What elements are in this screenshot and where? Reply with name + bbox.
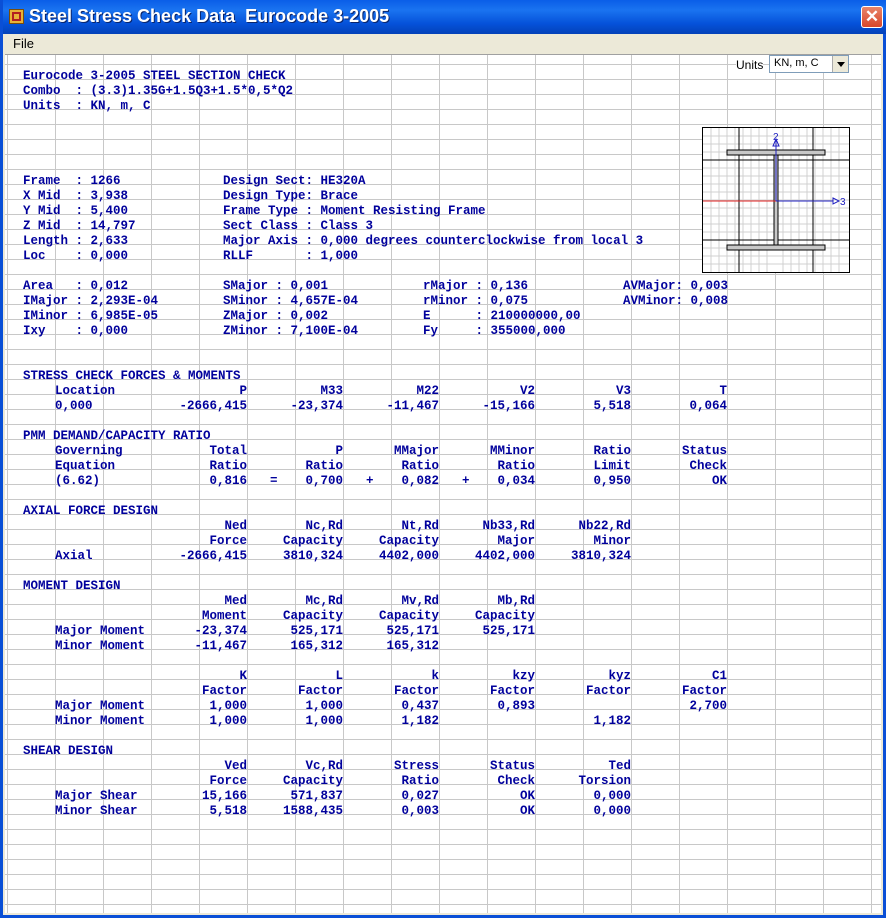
col-header: Ned [224, 519, 247, 533]
col-header: P [239, 384, 247, 398]
row-label: Major Moment [55, 699, 146, 713]
section-title: PMM DEMAND/CAPACITY RATIO [23, 429, 211, 443]
col-header: Check [689, 459, 727, 473]
prop-line: E : 210000000,00 [423, 309, 581, 323]
col-header: Capacity [282, 534, 343, 548]
col-header: Med [224, 594, 247, 608]
col-header: Factor [681, 684, 727, 698]
prop-line: AVMinor: 0,008 [623, 294, 729, 308]
prop-line: Ixy : 0,000 [23, 324, 129, 338]
cell: + [366, 474, 374, 488]
col-header: Force [209, 534, 247, 548]
cell: 0,000 [593, 789, 631, 803]
col-header: Ratio [593, 444, 631, 458]
frame-line: Y Mid : 5,400 [23, 204, 129, 218]
col-header: kzy [512, 669, 535, 683]
cell: -15,166 [482, 399, 535, 413]
col-header: Ratio [209, 459, 247, 473]
col-header: Ratio [497, 459, 535, 473]
col-header: Capacity [282, 609, 343, 623]
design-line: Design Sect: HE320A [223, 174, 366, 188]
frame-line: Length : 2,633 [23, 234, 129, 248]
cell: OK [519, 804, 535, 818]
cell: 0,082 [401, 474, 439, 488]
report-title: Eurocode 3-2005 STEEL SECTION CHECK [23, 69, 286, 83]
col-header: Mb,Rd [497, 594, 535, 608]
section-title: STRESS CHECK FORCES & MOMENTS [23, 369, 241, 383]
cell: (6.62) [55, 474, 101, 488]
cell: 525,171 [482, 624, 535, 638]
close-button[interactable]: ✕ [861, 6, 883, 28]
cell: 525,171 [290, 624, 343, 638]
prop-line: rMajor : 0,136 [423, 279, 529, 293]
section-diagram [702, 127, 850, 273]
cell: -23,374 [290, 399, 343, 413]
col-header: Mc,Rd [305, 594, 343, 608]
col-header: Factor [489, 684, 535, 698]
chevron-down-icon[interactable] [832, 56, 848, 72]
col-header: Ratio [401, 774, 439, 788]
cell: -2666,415 [179, 549, 247, 563]
prop-line: Fy : 355000,000 [423, 324, 566, 338]
col-header: Factor [297, 684, 343, 698]
col-header: Capacity [282, 774, 343, 788]
col-header: Location [55, 384, 116, 398]
design-line: Design Type: Brace [223, 189, 359, 203]
section-title: AXIAL FORCE DESIGN [23, 504, 159, 518]
axis-3-label: 3 [840, 197, 846, 208]
cell: 0,064 [689, 399, 727, 413]
col-header: Nc,Rd [305, 519, 343, 533]
menu-file[interactable]: File [13, 36, 34, 51]
prop-line: AVMajor: 0,003 [623, 279, 729, 293]
cell: 0,950 [593, 474, 631, 488]
cell: 5,518 [593, 399, 631, 413]
frame-line: Loc : 0,000 [23, 249, 129, 263]
cell: 1,000 [209, 699, 247, 713]
cell: 15,166 [201, 789, 247, 803]
col-header: Equation [55, 459, 116, 473]
col-header: Major [497, 534, 535, 548]
section-title: MOMENT DESIGN [23, 579, 121, 593]
col-header: M22 [416, 384, 439, 398]
col-header: Minor [593, 534, 631, 548]
combo-line: Combo : (3.3)1.35G+1.5Q3+1.5*0,5*Q2 [23, 84, 294, 98]
cell: 0,000 [593, 804, 631, 818]
prop-line: rMinor : 0,075 [423, 294, 529, 308]
col-header: Ratio [305, 459, 343, 473]
cell: -11,467 [194, 639, 247, 653]
cell: 3810,324 [282, 549, 343, 563]
col-header: MMinor [489, 444, 535, 458]
col-header: Nt,Rd [401, 519, 439, 533]
prop-line: Area : 0,012 [23, 279, 129, 293]
frame-line: Frame : 1266 [23, 174, 121, 188]
col-header: Nb33,Rd [482, 519, 535, 533]
prop-line: SMajor : 0,001 [223, 279, 329, 293]
col-header: Ved [224, 759, 247, 773]
col-header: MMajor [393, 444, 439, 458]
cell: 4402,000 [474, 549, 535, 563]
col-header: Check [497, 774, 535, 788]
units-label: Units [736, 58, 764, 72]
cell: 0,000 [55, 399, 93, 413]
row-label: Minor Moment [55, 639, 146, 653]
cell: 1,182 [593, 714, 631, 728]
cell: 0,700 [305, 474, 343, 488]
col-header: L [335, 669, 343, 683]
row-label: Minor Moment [55, 714, 146, 728]
col-header: Vc,Rd [305, 759, 343, 773]
cell: -2666,415 [179, 399, 247, 413]
frame-line: X Mid : 3,938 [23, 189, 129, 203]
design-line: Frame Type : Moment Resisting Frame [223, 204, 486, 218]
frame-line: Z Mid : 14,797 [23, 219, 136, 233]
col-header: Stress [393, 759, 439, 773]
cell: 1,000 [209, 714, 247, 728]
cell: 1,000 [305, 714, 343, 728]
col-header: T [719, 384, 727, 398]
col-header: Governing [55, 444, 123, 458]
cell: 4402,000 [378, 549, 439, 563]
col-header: Capacity [378, 534, 439, 548]
cell: 2,700 [689, 699, 727, 713]
prop-line: IMajor : 2,293E-04 [23, 294, 159, 308]
col-header: Ratio [401, 459, 439, 473]
cell: 1,000 [305, 699, 343, 713]
prop-line: ZMajor : 0,002 [223, 309, 329, 323]
app-icon [9, 9, 24, 24]
i-beam-icon [703, 128, 849, 272]
prop-line: ZMinor : 7,100E-04 [223, 324, 359, 338]
units-select[interactable] [769, 55, 849, 73]
cell: = [270, 474, 278, 488]
design-line: Major Axis : 0,000 degrees counterclockwise from local 3 [223, 234, 644, 248]
col-header: Factor [585, 684, 631, 698]
cell: -23,374 [194, 624, 247, 638]
cell: 165,312 [290, 639, 343, 653]
col-header: Moment [201, 609, 247, 623]
col-header: V2 [519, 384, 535, 398]
axis-2-label: 2 [773, 132, 779, 143]
cell: + [462, 474, 470, 488]
cell: 0,027 [401, 789, 439, 803]
cell: 1,182 [401, 714, 439, 728]
col-header: Ted [608, 759, 631, 773]
col-header: Factor [393, 684, 439, 698]
cell: 0,893 [497, 699, 535, 713]
cell: 0,003 [401, 804, 439, 818]
section-title: SHEAR DESIGN [23, 744, 114, 758]
col-header: P [335, 444, 343, 458]
col-header: Mv,Rd [401, 594, 439, 608]
design-line: Sect Class : Class 3 [223, 219, 374, 233]
cell: 1588,435 [282, 804, 343, 818]
cell: -11,467 [386, 399, 439, 413]
col-header: Capacity [378, 609, 439, 623]
col-header: Total [209, 444, 247, 458]
col-header: C1 [711, 669, 727, 683]
col-header: K [239, 669, 247, 683]
col-header: Limit [593, 459, 631, 473]
cell: 571,837 [290, 789, 343, 803]
design-line: RLLF : 1,000 [223, 249, 359, 263]
cell: 525,171 [386, 624, 439, 638]
cell: 165,312 [386, 639, 439, 653]
units-line: Units : KN, m, C [23, 99, 151, 113]
row-label: Axial [55, 549, 93, 563]
col-header: V3 [615, 384, 631, 398]
col-header: Factor [201, 684, 247, 698]
cell: 5,518 [209, 804, 247, 818]
prop-line: SMinor : 4,657E-04 [223, 294, 359, 308]
window-title: Steel Stress Check Data Eurocode 3-2005 [29, 6, 390, 26]
units-value: KN, m, C [774, 57, 819, 69]
col-header: Force [209, 774, 247, 788]
row-label: Major Shear [55, 789, 138, 803]
cell: 0,437 [401, 699, 439, 713]
col-header: k [431, 669, 439, 683]
col-header: Capacity [474, 609, 535, 623]
cell: 0,034 [497, 474, 535, 488]
row-label: Major Moment [55, 624, 146, 638]
col-header: Nb22,Rd [578, 519, 631, 533]
menu-bar [3, 34, 883, 54]
col-header: kyz [608, 669, 631, 683]
col-header: M33 [320, 384, 343, 398]
cell: OK [519, 789, 535, 803]
col-header: Torsion [578, 774, 631, 788]
col-header: Status [489, 759, 535, 773]
prop-line: IMinor : 6,985E-05 [23, 309, 159, 323]
row-label: Minor Shear [55, 804, 138, 818]
cell: 0,816 [209, 474, 247, 488]
cell: 3810,324 [570, 549, 631, 563]
cell: OK [711, 474, 727, 488]
title-bar[interactable] [3, 0, 886, 34]
col-header: Status [681, 444, 727, 458]
